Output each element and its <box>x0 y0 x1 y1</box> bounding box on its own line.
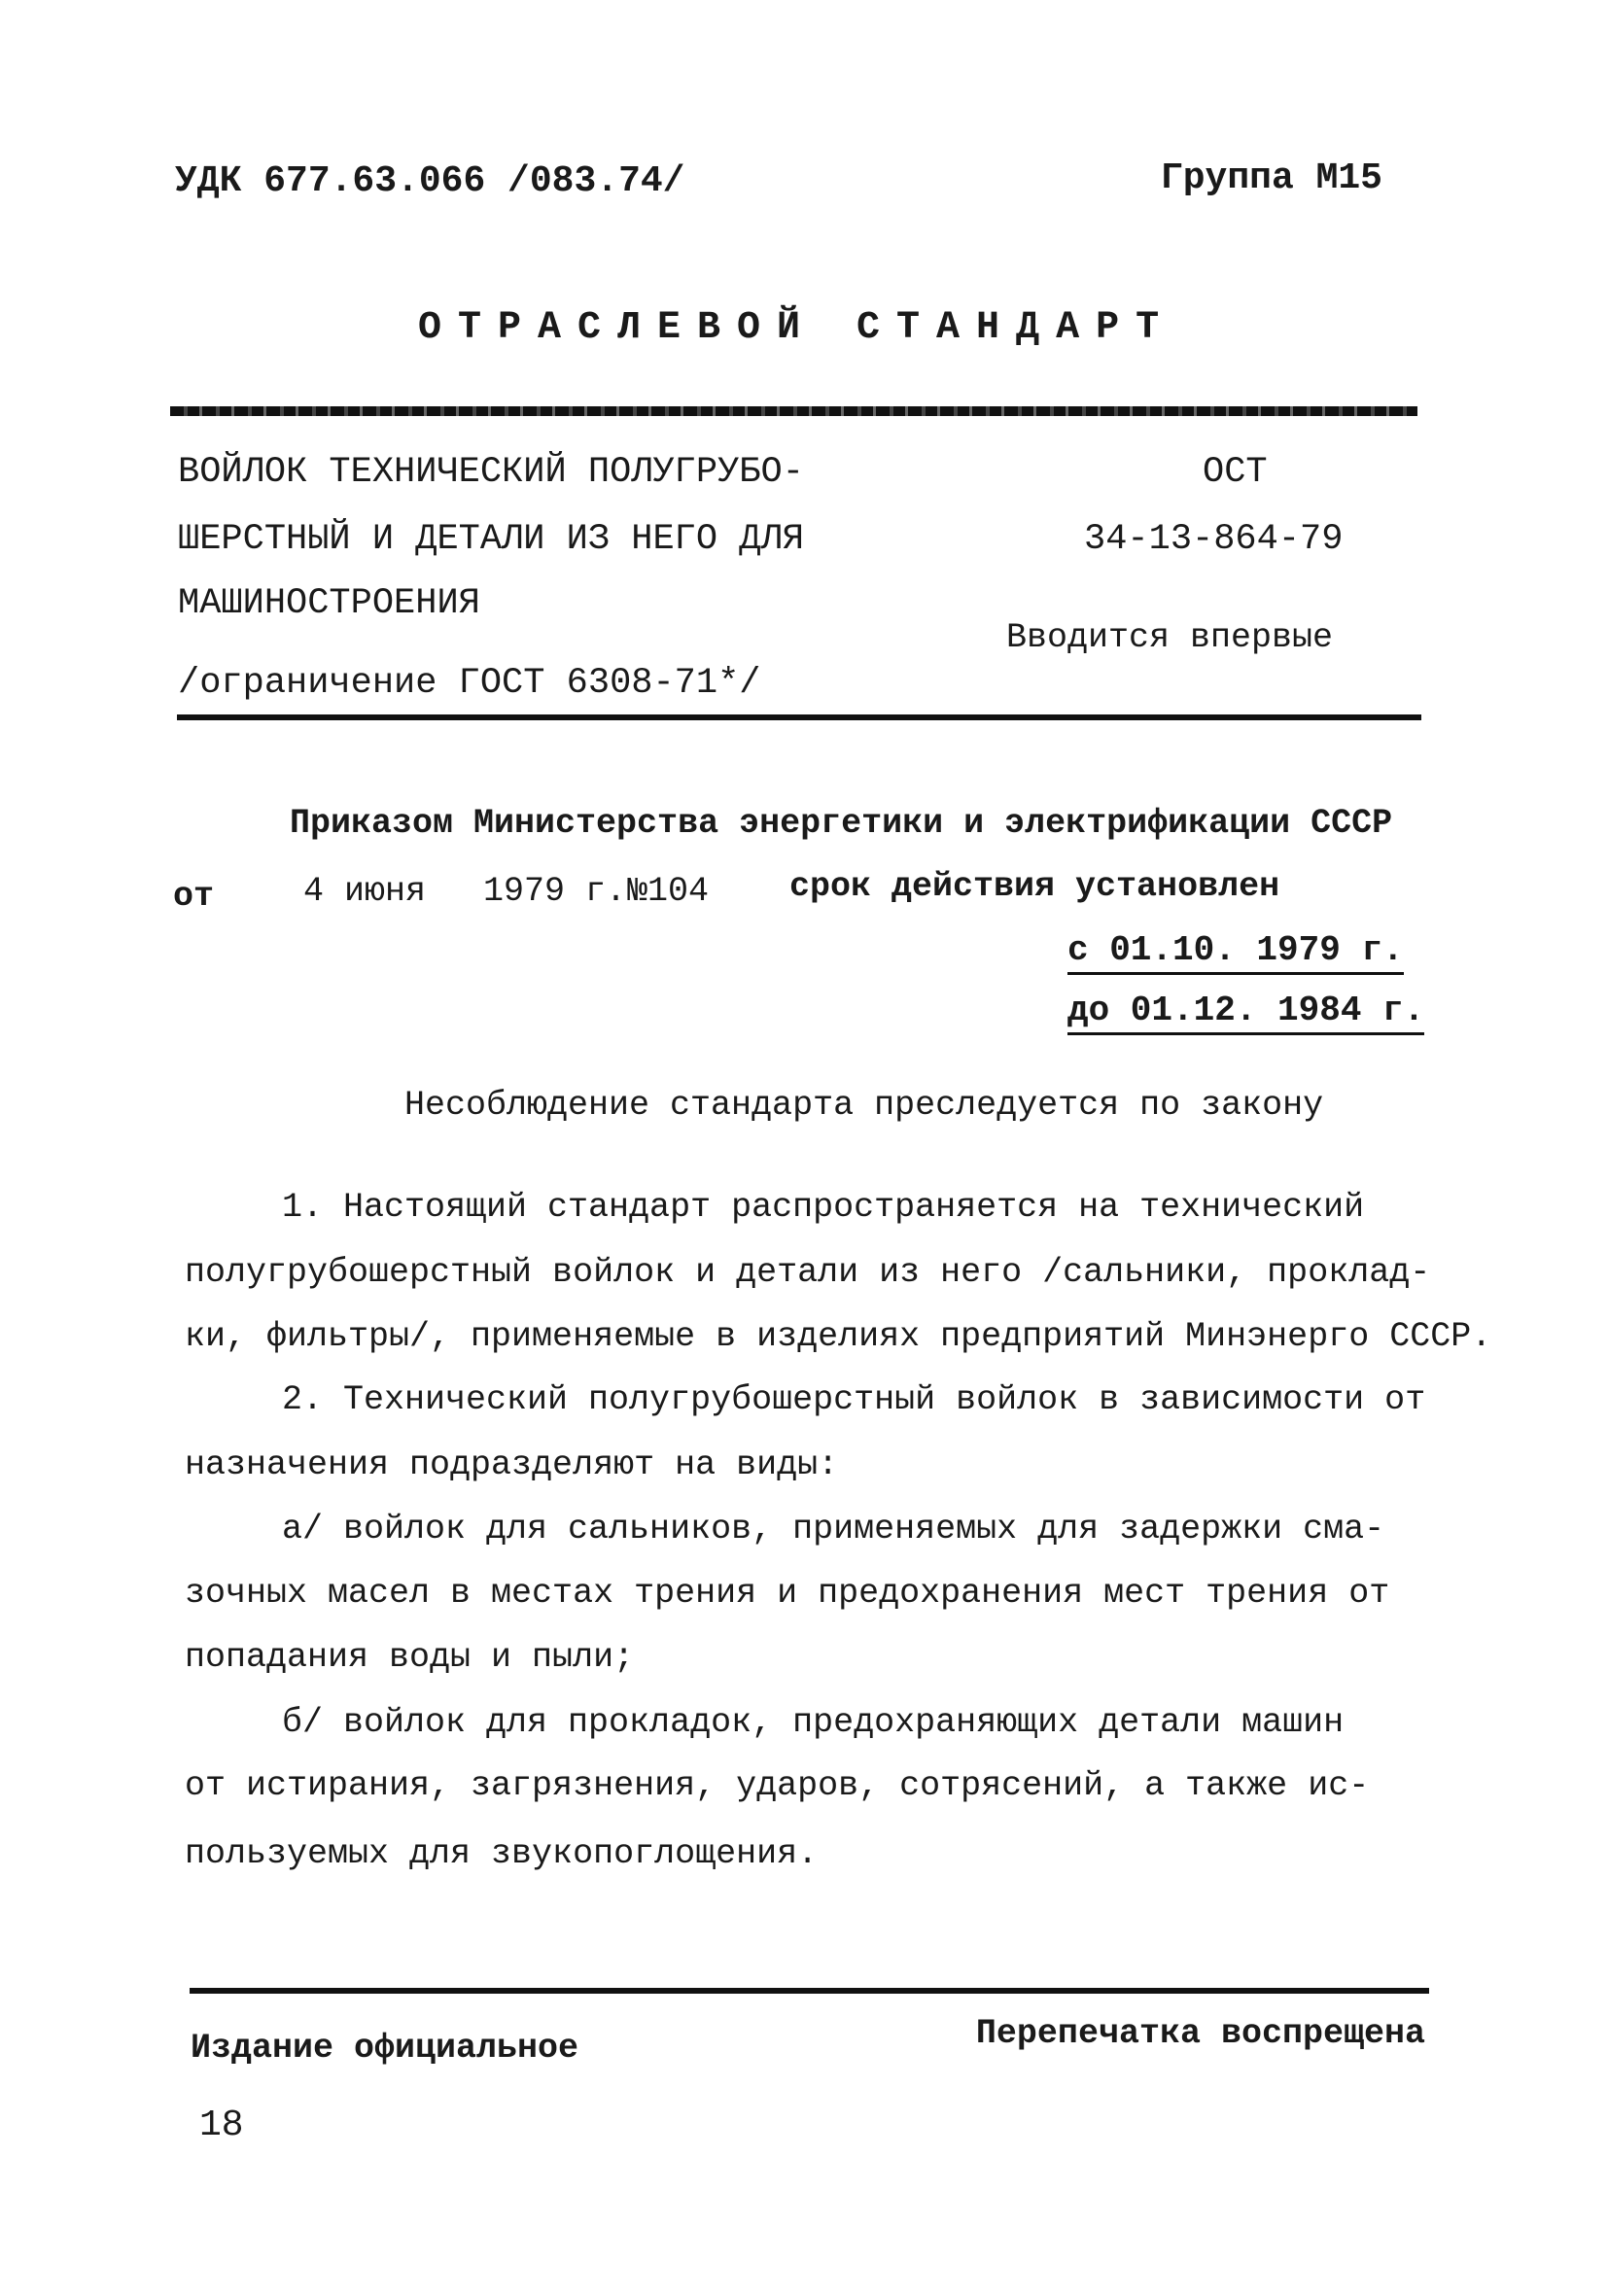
paragraph-1-line-3: ки, фильтры/, применяемые в изделиях предприятий Минэнерго СССР. <box>185 1317 1492 1356</box>
order-line: Приказом Министерства энергетики и электрификации СССР <box>290 804 1393 843</box>
paragraph-2-line-1: 2. Технический полугрубошерстный войлок в зависимости от <box>282 1380 1426 1419</box>
item-a-line-2: зочных масел в местах трения и предохранения мест трения от <box>185 1574 1390 1613</box>
order-date: 4 июня <box>303 872 427 911</box>
item-a-line-3: попадания воды и пыли; <box>185 1638 635 1677</box>
edition-note: Издание официальное <box>191 2029 579 2068</box>
term-label: срок действия установлен <box>789 867 1280 906</box>
top-divider <box>170 406 1417 416</box>
bottom-divider <box>190 1988 1429 1994</box>
udc-code: УДК 677.63.066 /083.74/ <box>175 160 685 202</box>
item-b-line-3: пользуемых для звукопоглощения. <box>185 1834 819 1873</box>
standard-title-line-2: ШЕРСТНЫЙ И ДЕТАЛИ ИЗ НЕГО ДЛЯ <box>178 519 804 560</box>
middle-divider <box>177 714 1421 720</box>
paragraph-1-line-1: 1. Настоящий стандарт распространяется на технический <box>282 1188 1365 1227</box>
document-title: ОТРАСЛЕВОЙ СТАНДАРТ <box>418 306 1176 350</box>
page-number: 18 <box>199 2105 244 2146</box>
term-to: до 01.12. 1984 г. <box>1067 993 1424 1035</box>
order-ot: от <box>173 877 215 916</box>
ost-label: ОСТ <box>1203 452 1268 493</box>
order-year: 1979 г. <box>483 872 627 911</box>
law-notice: Несоблюдение стандарта преследуется по закону <box>404 1086 1324 1125</box>
reprint-note: Перепечатка воспрещена <box>975 2014 1425 2053</box>
paragraph-2-line-2: назначения подразделяют на виды: <box>185 1445 839 1484</box>
standard-title-line-4: /ограничение ГОСТ 6308-71*/ <box>178 663 761 704</box>
standard-title-line-1: ВОЙЛОК ТЕХНИЧЕСКИЙ ПОЛУГРУБО- <box>178 452 804 493</box>
paragraph-1-line-2: полугрубошерстный войлок и детали из него /сальники, проклад- <box>185 1253 1431 1292</box>
ost-number: 34-13-864-79 <box>1084 519 1344 560</box>
item-b-line-1: б/ войлок для прокладок, предохраняющих детали машин <box>282 1703 1345 1742</box>
term-from: с 01.10. 1979 г. <box>1067 933 1404 975</box>
item-a-line-1: а/ войлок для сальников, применяемых для задержки сма- <box>282 1510 1385 1548</box>
group-code: Группа М15 <box>1160 157 1382 199</box>
introduced-note: Вводится впервые <box>1006 618 1334 657</box>
item-b-line-2: от истирания, загрязнения, ударов, сотрясений, а также ис- <box>185 1766 1370 1805</box>
order-number: №104 <box>627 872 710 911</box>
standard-title-line-3: МАШИНОСТРОЕНИЯ <box>178 583 480 624</box>
